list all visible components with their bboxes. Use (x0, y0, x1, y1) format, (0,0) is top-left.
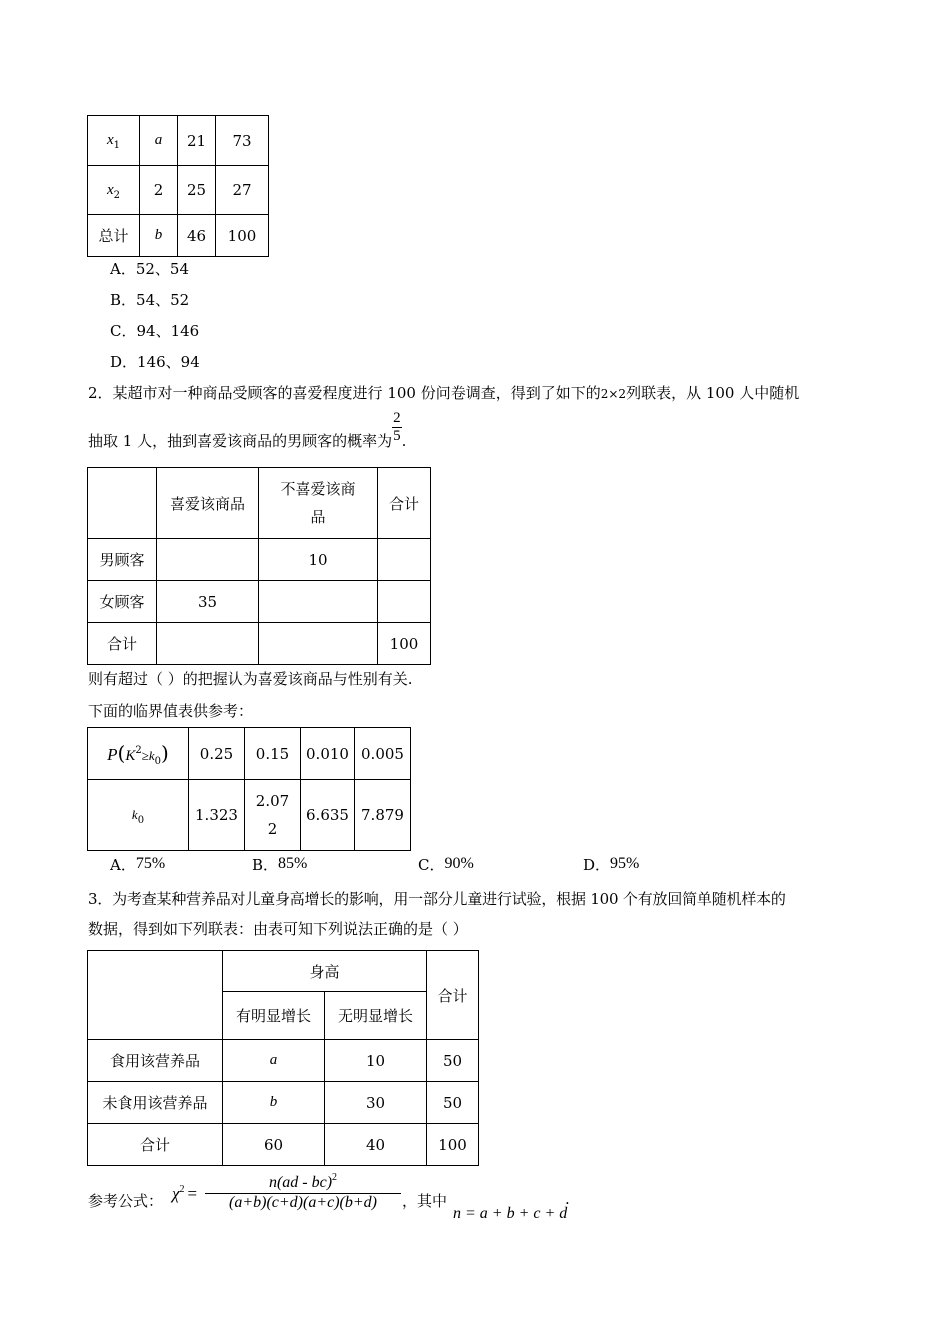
q1-row3-label: 总计 (88, 215, 140, 257)
q1-cell: b (140, 215, 178, 257)
q3-header-total: 合计 (427, 951, 479, 1040)
q3-where-text: ，其中 (402, 1192, 448, 1210)
q1-cell: 46 (178, 215, 216, 257)
q3-row-label: 未食用该营养品 (88, 1082, 223, 1124)
q1-cell: a (140, 116, 178, 166)
q1-option-c[interactable]: C．94、146 (110, 322, 200, 340)
crit-p-value: 0.15 (245, 728, 301, 780)
q3-cell: 60 (223, 1124, 325, 1166)
crit-k-label: $k_0$ (88, 780, 189, 851)
q2-cell (378, 539, 431, 581)
q1-row1-label: $x_1$ (88, 116, 140, 166)
q3-chi-symbol: $\chi^2$ = (172, 1184, 198, 1203)
crit-p-value: 0.005 (355, 728, 411, 780)
q1-option-b[interactable]: B．54、52 (110, 291, 190, 309)
q2-cell: 35 (157, 581, 259, 623)
q3-subheader: 无明显增长 (325, 992, 427, 1040)
q2-cell (259, 581, 378, 623)
q2-critical-value-table (87, 727, 411, 851)
crit-k-value: 1.323 (189, 780, 245, 851)
q3-row-label: 食用该营养品 (88, 1040, 223, 1082)
q3-row-label: 合计 (88, 1124, 223, 1166)
q2-fraction: $\frac{2}{5}$ (393, 410, 401, 444)
q2-option-c[interactable]: C．90% (418, 855, 474, 874)
crit-p-value: 0.010 (301, 728, 355, 780)
q2-header-dislike: 不喜爱该商 品 (259, 468, 378, 539)
q2-contingency-table (87, 467, 431, 665)
q3-end-period: . (565, 1190, 570, 1208)
q1-option-a[interactable]: A．52、54 (110, 260, 190, 278)
q2-reference-note: 下面的临界值表供参考： (88, 702, 254, 720)
q3-cell: 10 (325, 1040, 427, 1082)
q3-cell: 50 (427, 1082, 479, 1124)
q3-formula-label: 参考公式： (88, 1192, 164, 1210)
q2-cell (378, 581, 431, 623)
q3-subheader: 有明显增长 (223, 992, 325, 1040)
q1-cell: 25 (178, 166, 216, 215)
q3-formula-fraction: n(ad - bc)$^2$ (a+b)(c+d)(a+c)(b+d) (205, 1172, 401, 1212)
q3-cell: 100 (427, 1124, 479, 1166)
q3-contingency-table (87, 950, 479, 1166)
q3-header-height: 身高 (223, 951, 427, 992)
crit-k-value: 2.07 2 (245, 780, 301, 851)
q3-header-empty (88, 951, 223, 1040)
q3-cell: 50 (427, 1040, 479, 1082)
q2-option-d[interactable]: D．95% (583, 855, 640, 874)
q3-n-definition: n = a + b + c + d (453, 1205, 568, 1222)
q2-question: 则有超过（ ）的把握认为喜爱该商品与性别有关. (88, 670, 413, 688)
crit-p-label: $P(K^2\ge k_0)$ (88, 728, 189, 780)
q2-row-label: 女顾客 (88, 581, 157, 623)
crit-k-value: 6.635 (301, 780, 355, 851)
q2-cell (157, 623, 259, 665)
q3-cell: a (223, 1040, 325, 1082)
q1-table (87, 115, 269, 257)
q2-cell: 100 (378, 623, 431, 665)
q1-cell: 21 (178, 116, 216, 166)
q3-cell: b (223, 1082, 325, 1124)
q1-cell: 2 (140, 166, 178, 215)
q1-row2-label: $x_2$ (88, 166, 140, 215)
q2-header-like: 喜爱该商品 (157, 468, 259, 539)
q3-stem-line2: 数据，得到如下列联表：由表可知下列说法正确的是（ ） (88, 920, 468, 938)
q2-header-empty (88, 468, 157, 539)
q3-cell: 40 (325, 1124, 427, 1166)
q1-option-d[interactable]: D．146、94 (110, 353, 200, 371)
crit-p-value: 0.25 (189, 728, 245, 780)
q2-stem-line2: 抽取 1 人，抽到喜爱该商品的男顾客的概率为 $\frac{2}{5}$ . (88, 410, 407, 450)
q2-cell (157, 539, 259, 581)
q2-option-b[interactable]: B．85% (252, 855, 308, 874)
q1-cell: 100 (216, 215, 269, 257)
q2-cell (259, 623, 378, 665)
q2-stem-line1: 2．某超市对一种商品受顾客的喜爱程度进行 100 份问卷调查，得到了如下的2×2列联表，从 100 人中随机 (88, 384, 800, 402)
q1-cell: 27 (216, 166, 269, 215)
q3-stem-line1: 3．为考查某种营养品对儿童身高增长的影响，用一部分儿童进行试验，根据 100 个有放回简单随机样本的 (88, 890, 786, 908)
q2-option-a[interactable]: A．75% (110, 855, 166, 874)
q2-header-total: 合计 (378, 468, 431, 539)
q1-cell: 73 (216, 116, 269, 166)
q2-row-label: 男顾客 (88, 539, 157, 581)
q2-row-label: 合计 (88, 623, 157, 665)
crit-k-value: 7.879 (355, 780, 411, 851)
q3-cell: 30 (325, 1082, 427, 1124)
q2-cell: 10 (259, 539, 378, 581)
